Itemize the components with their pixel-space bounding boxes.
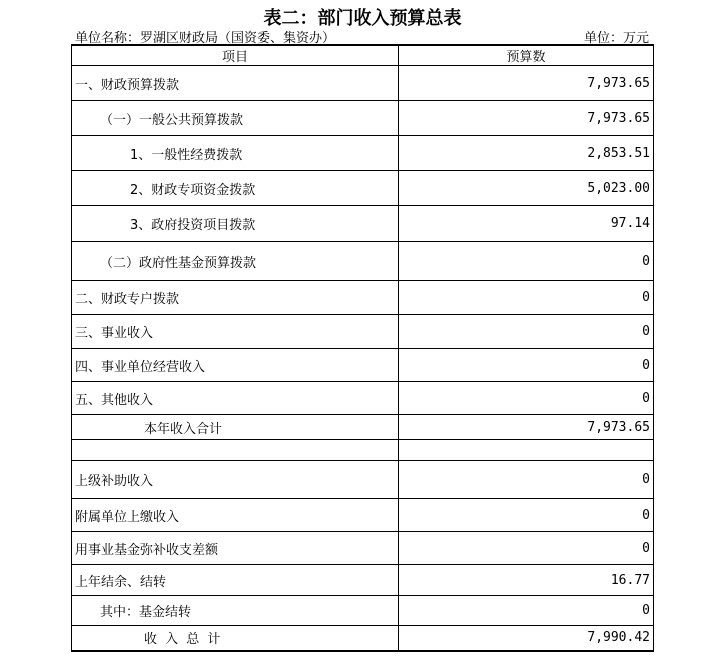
table-row [72, 565, 654, 596]
row-label: （一）一般公共预算拨款 [72, 101, 399, 136]
grand-total-row [72, 626, 654, 651]
row-value: 0 [399, 596, 654, 626]
subtotal-row [72, 415, 654, 440]
table-row [72, 382, 654, 415]
table-row [72, 66, 654, 101]
row-value: 2,853.51 [399, 136, 654, 171]
row-value: 7,973.65 [399, 101, 654, 136]
row-label: 上级补助收入 [72, 461, 399, 499]
header-item: 项目 [72, 45, 399, 66]
row-label [72, 440, 399, 461]
income-budget-table [71, 44, 654, 652]
row-label: 2、财政专项资金拨款 [72, 171, 399, 206]
table-row [72, 206, 654, 242]
row-label: 三、事业收入 [72, 315, 399, 349]
row-label: （二）政府性基金预算拨款 [72, 242, 399, 281]
row-value: 7,973.65 [399, 415, 654, 440]
row-label: 上年结余、结转 [72, 565, 399, 596]
unit-label: 单位：万元 [583, 31, 649, 46]
row-value: 97.14 [399, 206, 654, 242]
row-value: 0 [399, 349, 654, 382]
row-value: 0 [399, 315, 654, 349]
table-row [72, 281, 654, 315]
row-label: 3、政府投资项目拨款 [72, 206, 399, 242]
row-label: 用事业基金弥补收支差额 [72, 532, 399, 565]
row-value: 7,990.42 [399, 626, 654, 651]
table-row [72, 171, 654, 206]
table-header-row [72, 45, 654, 66]
table-row [72, 499, 654, 532]
row-label: 一、财政预算拨款 [72, 66, 399, 101]
row-value: 0 [399, 499, 654, 532]
row-label: 四、事业单位经营收入 [72, 349, 399, 382]
table-row [72, 242, 654, 281]
row-value [399, 440, 654, 461]
table-row [72, 596, 654, 626]
row-label: 其中：基金结转 [72, 596, 399, 626]
row-label: 收 入 总 计 [72, 626, 399, 651]
table-row [72, 461, 654, 499]
table-row [72, 349, 654, 382]
table-row [72, 136, 654, 171]
row-label: 本年收入合计 [72, 415, 399, 440]
row-label: 二、财政专户拨款 [72, 281, 399, 315]
unit-name-label: 单位名称：罗湖区财政局（国资委、集资办） [75, 31, 336, 46]
row-value: 0 [399, 382, 654, 415]
header-amount: 预算数 [399, 45, 654, 66]
page-title: 表二：部门收入预算总表 [263, 8, 462, 29]
empty-row [72, 440, 654, 461]
row-value: 0 [399, 242, 654, 281]
row-value: 0 [399, 532, 654, 565]
table-row [72, 101, 654, 136]
row-value: 5,023.00 [399, 171, 654, 206]
row-label: 附属单位上缴收入 [72, 499, 399, 532]
table-row [72, 315, 654, 349]
row-label: 1、一般性经费拨款 [72, 136, 399, 171]
row-label: 五、其他收入 [72, 382, 399, 415]
row-value: 16.77 [399, 565, 654, 596]
row-value: 0 [399, 461, 654, 499]
row-value: 0 [399, 281, 654, 315]
row-value: 7,973.65 [399, 66, 654, 101]
table-row [72, 532, 654, 565]
